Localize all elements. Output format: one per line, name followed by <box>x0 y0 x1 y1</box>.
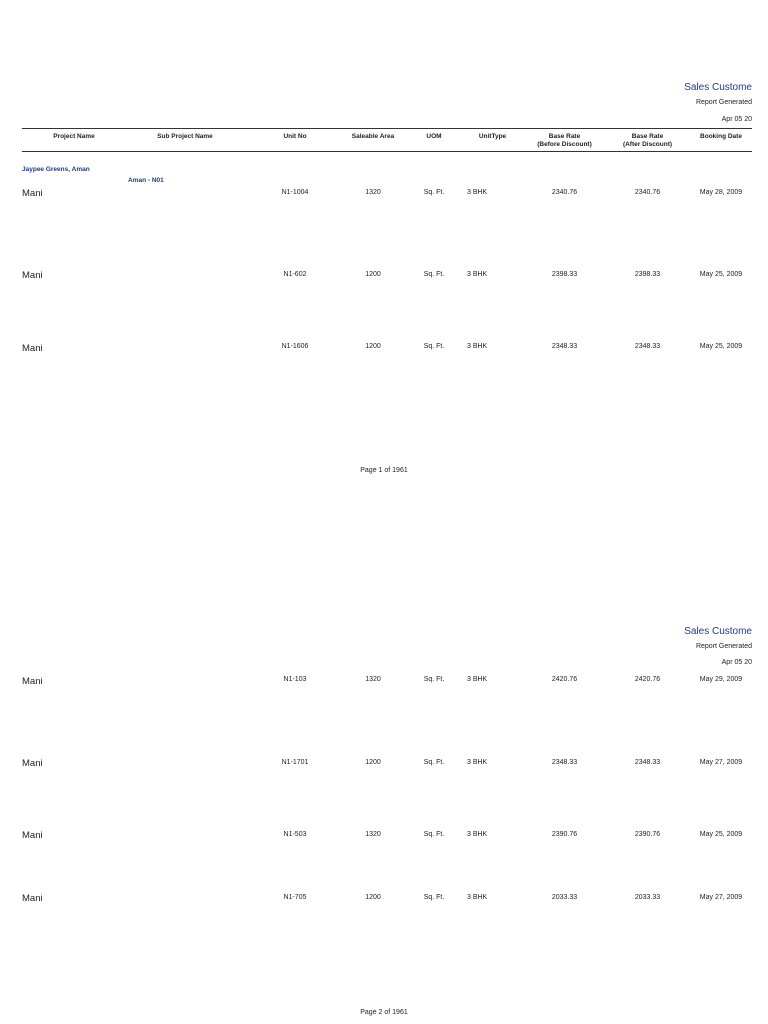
row-booking-date: May 25, 2009 <box>699 271 743 278</box>
row-base-rate-after: 2340.76 <box>634 189 661 196</box>
col-base-rate-before-line1: Base Rate <box>548 133 581 140</box>
row-base-rate-before: 2033.33 <box>551 894 578 901</box>
row-unit-no: N1-103 <box>283 676 307 683</box>
row-booking-date: May 25, 2009 <box>699 831 743 838</box>
row-uom: Sq. Ft. <box>423 676 445 683</box>
row-customer-name: Mani <box>22 830 43 841</box>
row-booking-date: May 25, 2009 <box>699 343 743 350</box>
col-saleable-area: Saleable Area <box>351 133 395 140</box>
row-customer-name: Mani <box>22 758 43 769</box>
row-unit-no: N1-705 <box>283 894 307 901</box>
report-date: Apr 05 20 <box>721 116 752 123</box>
row-saleable-area: 1200 <box>365 271 381 278</box>
page-footer: Page 1 of 1961 <box>360 467 408 474</box>
report-title: Sales Custome <box>684 626 752 637</box>
group-sub-project-name: Aman - N01 <box>128 177 164 184</box>
col-base-rate-before <box>527 133 602 149</box>
row-unit-no: N1-1606 <box>281 343 309 350</box>
row-uom: Sq. Ft. <box>423 271 445 278</box>
row-unit-type: 3 BHK <box>467 759 488 766</box>
row-unit-type: 3 BHK <box>467 831 488 838</box>
row-saleable-area: 1320 <box>365 831 381 838</box>
col-unit-no: Unit No <box>283 133 307 140</box>
row-uom: Sq. Ft. <box>423 894 445 901</box>
row-base-rate-before: 2348.33 <box>551 343 578 350</box>
row-unit-no: N1-1004 <box>281 189 309 196</box>
row-base-rate-after: 2390.76 <box>634 831 661 838</box>
row-customer-name: Mani <box>22 270 43 281</box>
row-unit-type: 3 BHK <box>467 189 488 196</box>
row-saleable-area: 1200 <box>365 759 381 766</box>
row-booking-date: May 27, 2009 <box>699 894 743 901</box>
col-base-rate-after-line2: (After Discount) <box>622 141 673 148</box>
col-base-rate-before-line2: (Before Discount) <box>537 141 592 148</box>
col-booking-date: Booking Date <box>700 133 742 140</box>
group-project-name: Jaypee Greens, Aman <box>22 166 90 173</box>
row-base-rate-after: 2348.33 <box>634 343 661 350</box>
row-base-rate-after: 2398.33 <box>634 271 661 278</box>
row-base-rate-before: 2398.33 <box>551 271 578 278</box>
row-base-rate-before: 2348.33 <box>551 759 578 766</box>
col-project-name: Project Name <box>53 133 95 140</box>
row-unit-type: 3 BHK <box>467 894 488 901</box>
header-rule-bottom <box>22 151 752 152</box>
row-base-rate-before: 2390.76 <box>551 831 578 838</box>
row-unit-no: N1-1701 <box>281 759 309 766</box>
row-unit-type: 3 BHK <box>467 343 488 350</box>
report-title: Sales Custome <box>684 82 752 93</box>
row-uom: Sq. Ft. <box>423 189 445 196</box>
row-unit-type: 3 BHK <box>467 676 488 683</box>
row-base-rate-before: 2340.76 <box>551 189 578 196</box>
row-saleable-area: 1320 <box>365 676 381 683</box>
row-customer-name: Mani <box>22 188 43 199</box>
row-uom: Sq. Ft. <box>423 343 445 350</box>
row-booking-date: May 29, 2009 <box>699 676 743 683</box>
page-footer: Page 2 of 1961 <box>360 1009 408 1016</box>
row-saleable-area: 1200 <box>365 894 381 901</box>
col-uom: UOM <box>426 133 442 140</box>
row-base-rate-after: 2033.33 <box>634 894 661 901</box>
header-rule-top <box>22 128 752 129</box>
row-saleable-area: 1200 <box>365 343 381 350</box>
row-base-rate-after: 2420.76 <box>634 676 661 683</box>
row-booking-date: May 27, 2009 <box>699 759 743 766</box>
row-customer-name: Mani <box>22 343 43 354</box>
row-customer-name: Mani <box>22 676 43 687</box>
row-booking-date: May 28, 2009 <box>699 189 743 196</box>
row-unit-no: N1-503 <box>283 831 307 838</box>
report-date: Apr 05 20 <box>721 659 752 666</box>
col-unit-type: UnitType <box>478 133 507 140</box>
row-base-rate-after: 2348.33 <box>634 759 661 766</box>
report-generated-label: Report Generated <box>695 643 752 650</box>
row-base-rate-before: 2420.76 <box>551 676 578 683</box>
col-sub-project-name: Sub Project Name <box>157 133 213 140</box>
row-unit-type: 3 BHK <box>467 271 488 278</box>
row-saleable-area: 1320 <box>365 189 381 196</box>
report-generated-label: Report Generated <box>695 99 752 106</box>
col-base-rate-after <box>610 133 685 149</box>
row-customer-name: Mani <box>22 893 43 904</box>
row-uom: Sq. Ft. <box>423 831 445 838</box>
row-unit-no: N1-602 <box>283 271 307 278</box>
col-base-rate-after-line1: Base Rate <box>631 133 664 140</box>
row-uom: Sq. Ft. <box>423 759 445 766</box>
